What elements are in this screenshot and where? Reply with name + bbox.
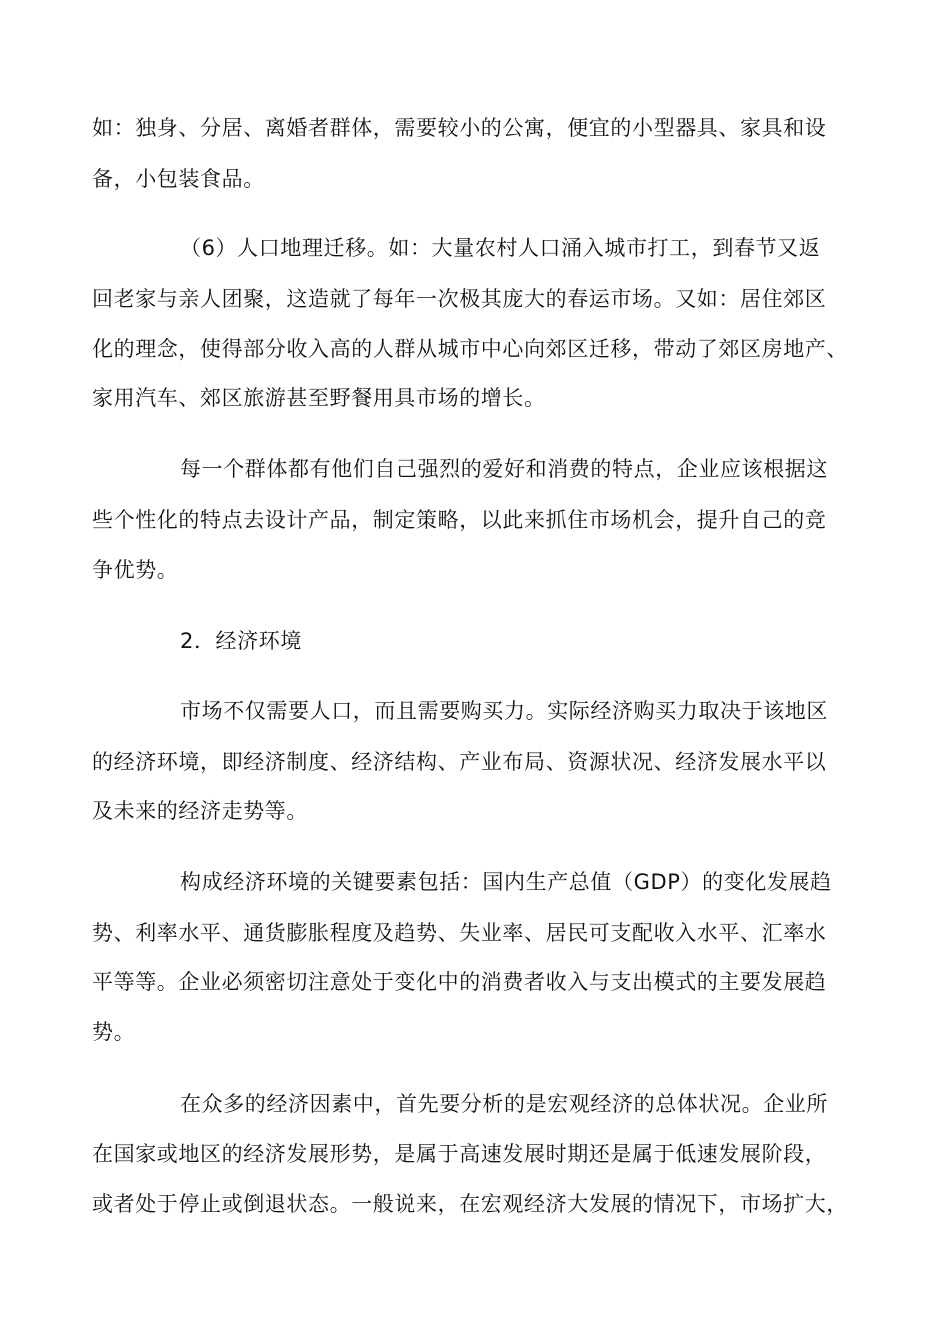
text-line: 的经济环境，即经济制度、经济结构、产业布局、资源状况、经济发展水平以 [92,750,827,774]
text-line: 势、利率水平、通货膨胀程度及趋势、失业率、居民可支配收入水平、汇率水 [92,921,827,945]
text-line: 争优势。 [92,558,179,582]
text-line: 在国家或地区的经济发展形势，是属于高速发展时期还是属于低速发展阶段， [92,1142,827,1166]
text-line: 在众多的经济因素中，首先要分析的是宏观经济的总体状况。企业所 [180,1092,828,1116]
text-line: 平等等。企业必须密切注意处于变化中的消费者收入与支出模式的主要发展趋 [92,970,827,994]
text-line: 或者处于停止或倒退状态。一般说来，在宏观经济大发展的情况下，市场扩大， [92,1192,848,1216]
text-line: 每一个群体都有他们自己强烈的爱好和消费的特点，企业应该根据这 [180,457,828,481]
text-line: 些个性化的特点去设计产品，制定策略，以此来抓住市场机会，提升自己的竞 [92,508,827,532]
section-heading: 2．经济环境 [180,629,302,653]
text-line: 化的理念，使得部分收入高的人群从城市中心向郊区迁移，带动了郊区房地产、 [92,337,848,361]
text-line: 家用汽车、郊区旅游甚至野餐用具市场的增长。 [92,386,546,410]
text-line: 构成经济环境的关键要素包括：国内生产总值（GDP）的变化发展趋 [180,870,832,894]
text-line: （6）人口地理迁移。如：大量农村人口涌入城市打工，到春节又返 [180,236,821,260]
text-line: 市场不仅需要人口，而且需要购买力。实际经济购买力取决于该地区 [180,699,828,723]
text-line: 如：独身、分居、离婚者群体，需要较小的公寓，便宜的小型器具、家具和设 [92,116,827,140]
text-line: 回老家与亲人团聚，这造就了每年一次极其庞大的春运市场。又如：居住郊区 [92,287,827,311]
text-line: 及未来的经济走势等。 [92,799,308,823]
text-line: 备，小包装食品。 [92,167,265,191]
text-line: 势。 [92,1020,136,1044]
